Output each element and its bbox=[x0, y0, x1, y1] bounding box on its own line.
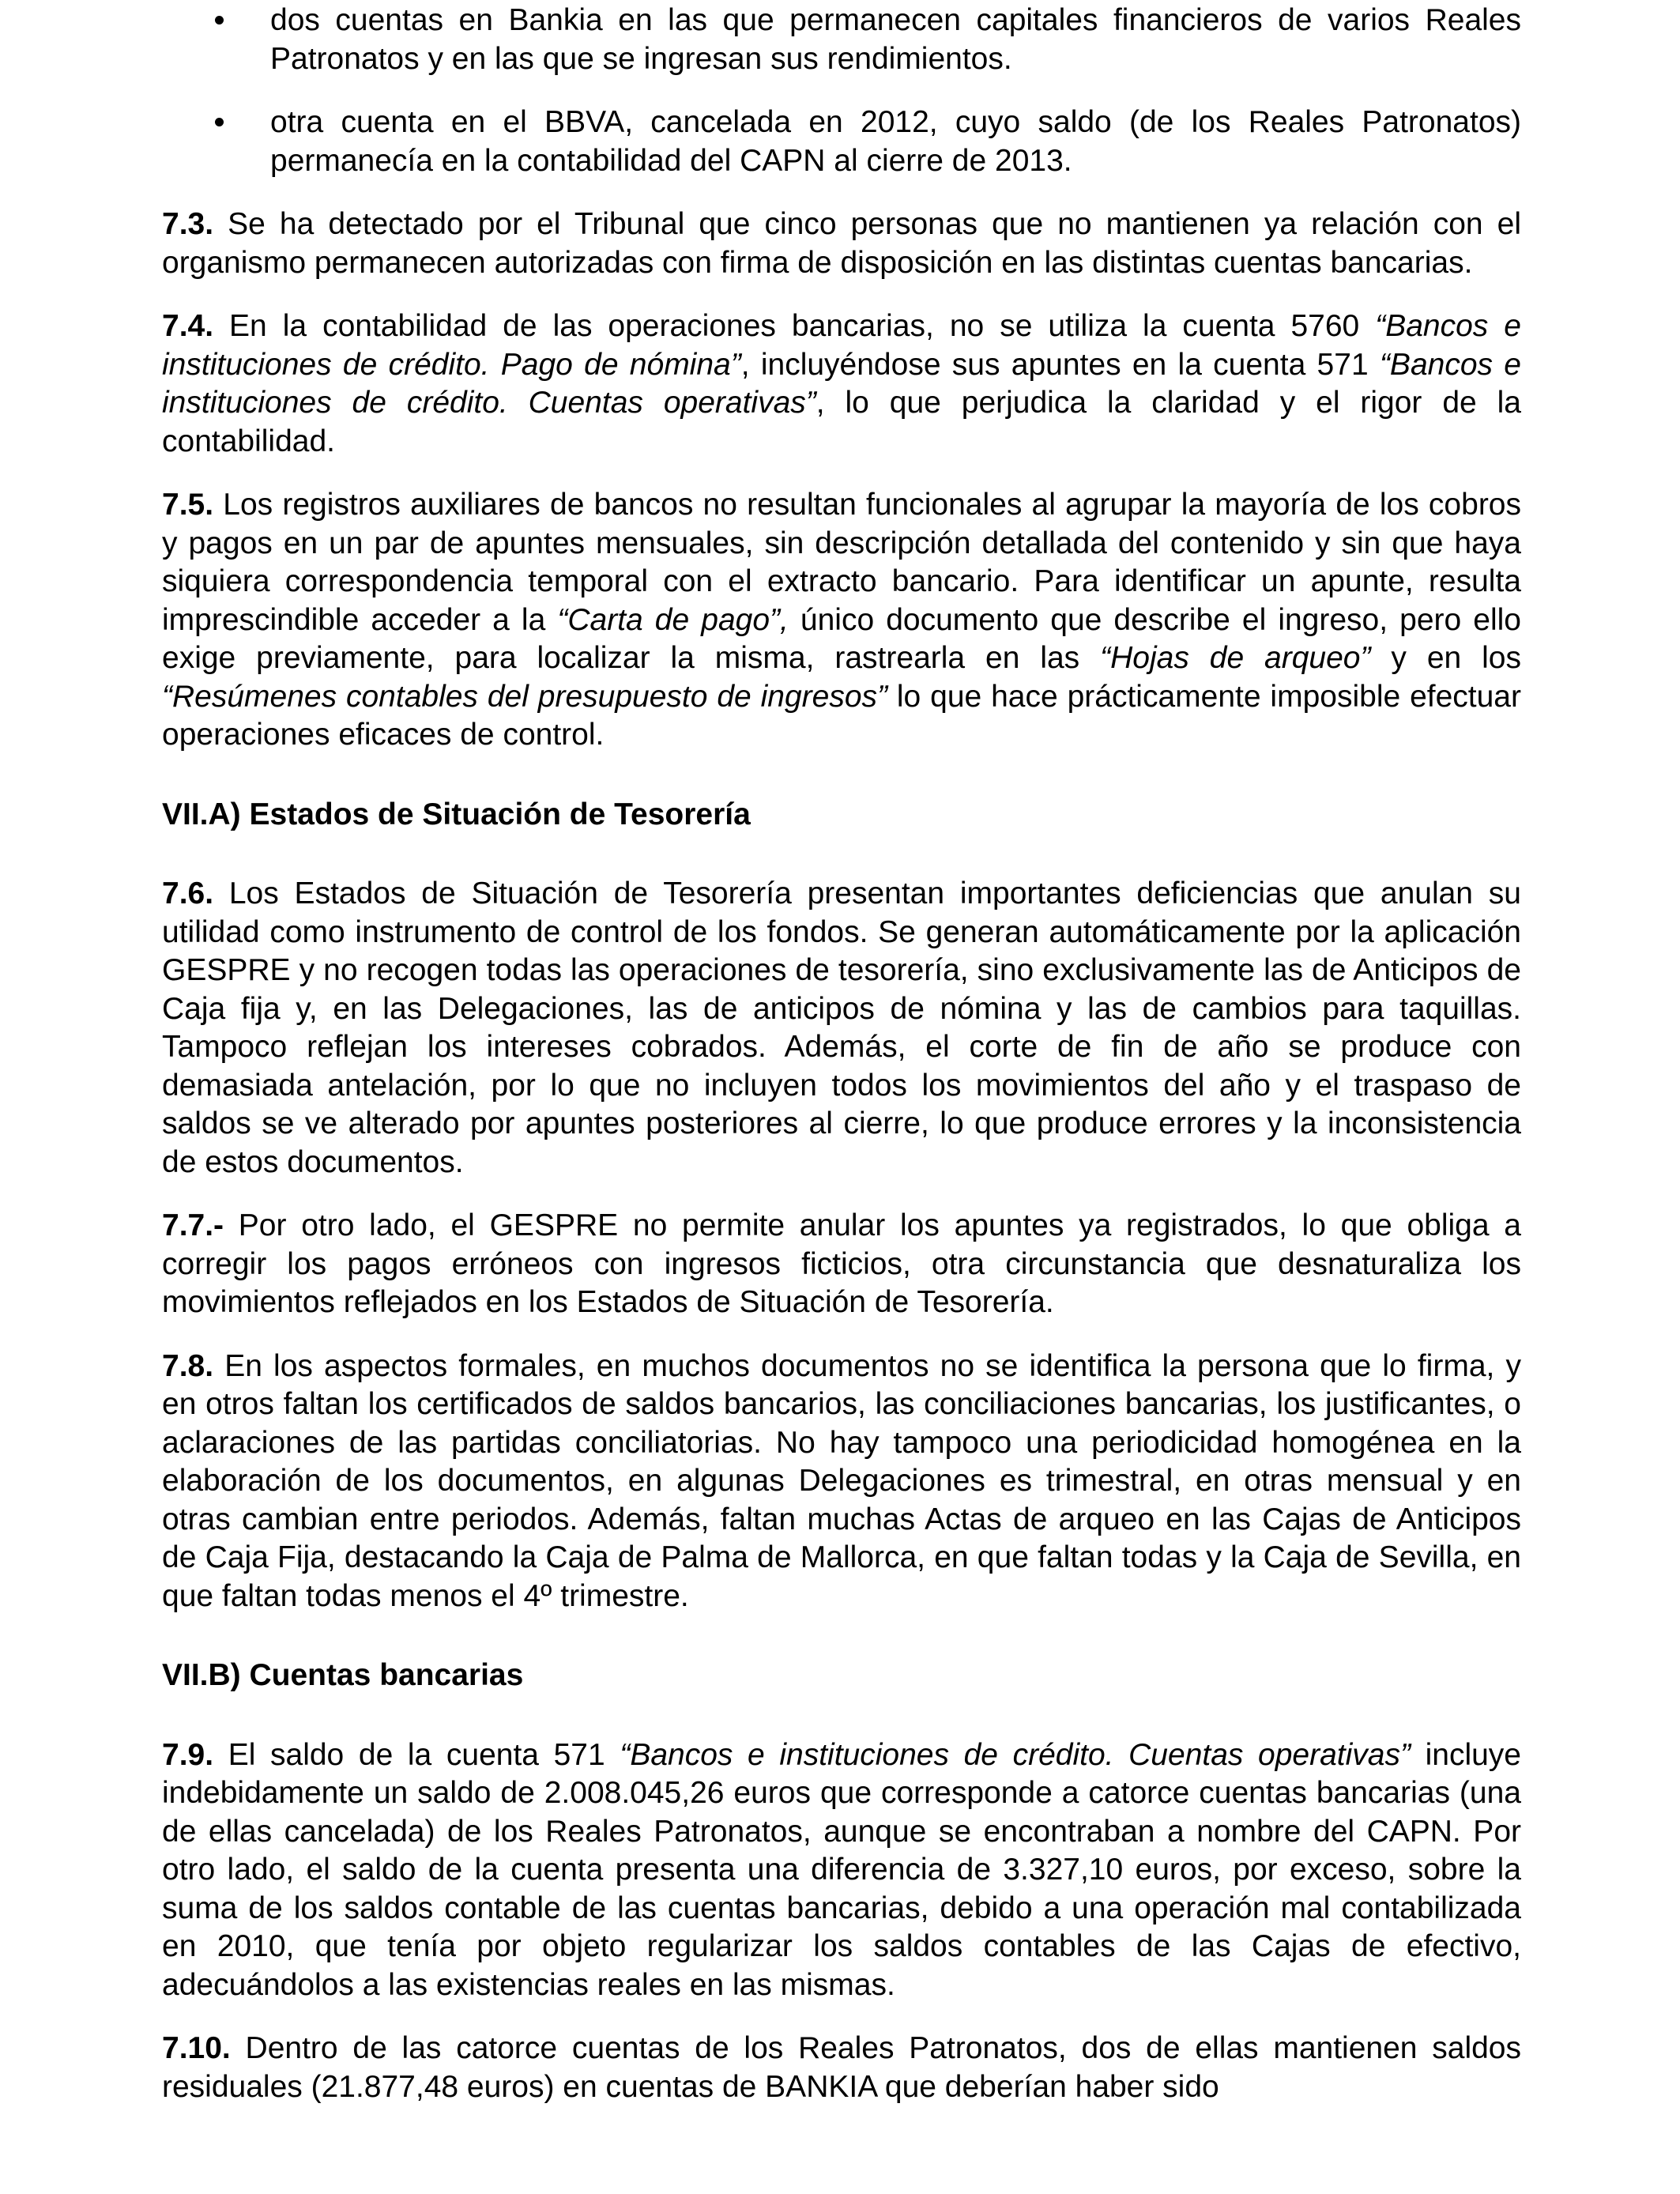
list-item bbox=[162, 104, 1521, 180]
account-name-quote: “Bancos e instituciones de crédito. Pago de nómina” bbox=[162, 309, 1521, 382]
bullet-text: dos cuentas en Bankia en las que permanecen capitales financieros de varios Reales Patronatos y en las que se ingresan sus rendimientos. bbox=[270, 3, 1521, 76]
bullet-list bbox=[162, 2, 1521, 180]
paragraph-number: 7.7.- bbox=[162, 1208, 224, 1242]
bullet-icon bbox=[215, 118, 224, 126]
document-name-quote: “Hojas de arqueo” bbox=[1100, 641, 1371, 675]
paragraph-text: El saldo de la cuenta 571 bbox=[213, 1737, 620, 1772]
paragraph-text: lo que hace prácticamente imposible efectuar operaciones eficaces de control. bbox=[162, 679, 1521, 752]
paragraph-text: Los Estados de Situación de Tesorería presentan importantes deficiencias que anulan su utilidad como instrumento de control de los fondos. Se generan automáticamente por la aplicación GESPRE y no recogen todas las operaciones de tesorería, sino exclusivamente las de Anticipos de Caja fija y, en las Delegaciones, las de anticipos de nómina y las de cambios para taquillas. Tampoco reflejan los intereses cobrados. Además, el corte de fin de año se produce con demasiada antelación, por lo que no incluyen todos los movimientos del año y el traspaso de saldos se ve alterado por apuntes posteriores al cierre, lo que produce errores y la inconsistencia de estos documentos. bbox=[162, 876, 1521, 1179]
paragraph-7-7 bbox=[162, 1207, 1521, 1322]
section-heading-b: VII.B) Cuentas bancarias bbox=[162, 1658, 524, 1692]
paragraph-7-8 bbox=[162, 1348, 1521, 1616]
paragraph-7-9 bbox=[162, 1736, 1521, 2005]
paragraph-text: En la contabilidad de las operaciones bancarias, no se utiliza la cuenta 5760 bbox=[213, 309, 1376, 343]
paragraph-text: y en los bbox=[1370, 641, 1521, 675]
paragraph-text: , lo que perjudica la claridad y el rigor de la contabilidad. bbox=[162, 386, 1521, 458]
section-heading-a: VII.A) Estados de Situación de Tesorería bbox=[162, 797, 751, 831]
paragraph-text: Se ha detectado por el Tribunal que cinco personas que no mantienen ya relación con el organismo permanecen autorizadas con firma de disposición en las distintas cuentas bancarias. bbox=[162, 207, 1521, 280]
paragraph-7-10 bbox=[162, 2030, 1521, 2106]
paragraph-text: En los aspectos formales, en muchos documentos no se identifica la persona que lo firma, y en otros faltan los certificados de saldos bancarios, las conciliaciones bancarias, los justificantes, o aclaraciones de las partidas conciliatorias. No hay tampoco una periodicidad homogénea en la elaboración de los documentos, en algunas Delegaciones es trimestral, en otras mensual y en otras cambian entre periodos. Además, faltan muchas Actas de arqueo en las Cajas de Anticipos de Caja Fija, destacando la Caja de Palma de Mallorca, en que faltan todas y la Caja de Sevilla, en que faltan todas menos el 4º trimestre. bbox=[162, 1348, 1521, 1613]
paragraph-number: 7.10. bbox=[162, 2031, 231, 2065]
paragraph-text: , incluyéndose sus apuntes en la cuenta 571 bbox=[740, 347, 1380, 382]
bullet-text: otra cuenta en el BBVA, cancelada en 2012, cuyo saldo (de los Reales Patronatos) permanecía en la contabilidad del CAPN al cierre de 2013. bbox=[270, 105, 1521, 178]
paragraph-number: 7.4. bbox=[162, 309, 214, 343]
paragraph-text: único documento que describe el ingreso, pero ello exige previamente, para localizar la misma, rastrearla en las bbox=[162, 602, 1521, 675]
paragraph-number: 7.5. bbox=[162, 488, 214, 522]
document-name-quote: “Resúmenes contables del presupuesto de ingresos” bbox=[162, 679, 887, 714]
account-name-quote: “Bancos e instituciones de crédito. Cuentas operativas” bbox=[162, 347, 1521, 420]
paragraph-number: 7.3. bbox=[162, 207, 214, 241]
paragraph-text: incluye indebidamente un saldo de 2.008.045,26 euros que corresponde a catorce cuentas bancarias (una de ellas cancelada) de los Reales Patronatos, aunque se encontraban a nombre del CAPN. Por otro lado, el saldo de la cuenta presenta una diferencia de 3.327,10 euros, por exceso, sobre la suma de los saldos contable de las cuentas bancarias, debido a una operación mal contabilizada en 2010, que tenía por objeto regularizar los saldos contables de las Cajas de efectivo, adecuándolos a las existencias reales en las mismas. bbox=[162, 1737, 1522, 2002]
paragraph-text: Dentro de las catorce cuentas de los Reales Patronatos, dos de ellas mantienen saldos residuales (21.877,48 euros) en cuentas de BANKIA que deberían haber sido bbox=[162, 2031, 1521, 2104]
paragraph-text: Los registros auxiliares de bancos no resultan funcionales al agrupar la mayoría de los cobros y pagos en un par de apuntes mensuales, sin descripción detallada del contenido y sin que haya siquiera correspondencia temporal con el extracto bancario. Para identificar un apunte, resulta imprescindible acceder a la bbox=[162, 488, 1521, 637]
paragraph-7-3 bbox=[162, 205, 1521, 282]
list-item bbox=[162, 2, 1521, 78]
paragraph-number: 7.8. bbox=[162, 1348, 214, 1383]
account-name-quote: “Bancos e instituciones de crédito. Cuentas operativas” bbox=[620, 1737, 1411, 1772]
paragraph-number: 7.6. bbox=[162, 876, 214, 910]
paragraph-number: 7.9. bbox=[162, 1737, 214, 1772]
document-page bbox=[162, 0, 1521, 2106]
paragraph-7-4 bbox=[162, 307, 1521, 461]
document-name-quote: “Carta de pago”, bbox=[557, 602, 789, 637]
paragraph-7-5 bbox=[162, 486, 1521, 755]
bullet-icon bbox=[215, 16, 224, 25]
paragraph-7-6 bbox=[162, 875, 1521, 1182]
paragraph-text: Por otro lado, el GESPRE no permite anular los apuntes ya registrados, lo que obliga a corregir los pagos erróneos con ingresos ficticios, otra circunstancia que desnaturaliza los movimientos reflejados en los Estados de Situación de Tesorería. bbox=[162, 1208, 1521, 1319]
